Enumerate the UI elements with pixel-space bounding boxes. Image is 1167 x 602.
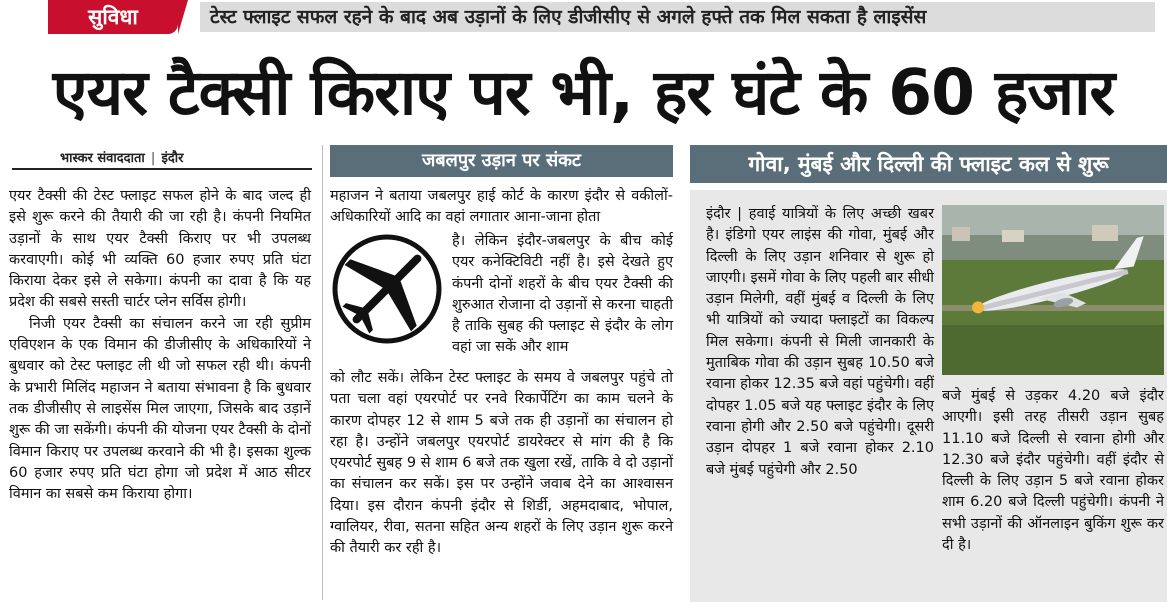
kicker-text: टेस्ट फ्लाइट सफल रहने के बाद अब उड़ानों के लिए डीजीसीए से अगले हफ्ते तक मिल सकता है लाइसेंस xyxy=(200,2,1155,32)
section2-text-wrap: है। लेकिन इंदौर-जबलपुर के बीच कोई एयर कनेक्टिविटी नहीं है। इसे देखते हुए कंपनी दोनों शहरों के बीच एयर टैक्सी की शुरुआत रोजाना दो उड़ानों से करना चाहती है ताकि सुबह की फ्लाइट से इंदौर के लोग वहां जा सकें और शाम xyxy=(452,233,673,356)
airplane-takeoff-photo xyxy=(942,205,1164,375)
byline-city: इंदौर xyxy=(161,151,184,166)
flights-text-left: इंदौर | हवाई यात्रियों के लिए अच्छी खबर है। इंडिगो एयर लाइंस की गोवा, मुंबई और दिल्ली के लिए उड़ान शनिवार से शुरू हो जाएगी। इसमें गोवा के लिए पहली बार सीधी उड़ान मिलेगी, वहीं मुंबई व दिल्ली के लिए भी यात्रियों को ज्यादा फ्लाइटों का विकल्प मिल सकेगा। कंपनी से मिली जानकारी के मुताबिक गोवा की उड़ान सुबह 10.50 बजे रवाना होकर 12.35 बजे वहां पहुंचेगी। वहीं दोपहर 1.05 बजे यह फ्लाइट इंदौर के लिए रवाना होगी और 2.50 बजे पहुंचेगी। दूसरी उड़ान दोपहर 1 बजे रवाना होकर 2.10 बजे मुंबई पहुंचेगी और 2.50 xyxy=(706,206,934,478)
section-title-text: जबलपुर उड़ान पर संकट xyxy=(421,150,582,171)
section2-text-bottom: को लौट सकें। लेकिन टेस्ट फ्लाइट के समय वे जबलपुर पहुंचे तो पता चला वहां एयरपोर्ट पर रनवे रिकार्पेटिंग का काम चलने के कारण दोपहर 12 से शाम 5 बजे तक ही उड़ानों का संचालन हो रहा है। उन्होंने जबलपुर एयरपोर्ट डायरेक्टर से मांग की है कि एयरपोर्ट सुबह 9 से शाम 6 बजे तक खुला रखें, ताकि वे दो उड़ानों का संचालन कर सकें। इस पर उन्होंने जवाब देने का आश्वासन दिया। इस दौरान कंपनी इंदौर से शिर्डी, अहमदाबाद, भोपाल, ग्वालियर, रीवा, सतना सहित अन्य शहरों के लिए उड़ान शुरू करने की तैयारी कर रही है। xyxy=(330,370,673,557)
column-divider xyxy=(322,145,323,600)
headline: एयर टैक्सी किराए पर भी, हर घंटे के 60 हजार xyxy=(52,56,1115,129)
byline-reporter: भास्कर संवाददाता xyxy=(60,151,145,166)
airplane-icon xyxy=(330,232,444,346)
flights-text-right: बजे मुंबई से उड़कर 4.20 बजे इंदौर आएगी। इसी तरह तीसरी उड़ान सुबह 11.10 बजे दिल्ली से रवाना होगी और 12.30 बजे इंदौर पहुंचेगी। वहीं इंदौर से दिल्ली के लिए उड़ान 5 बजे रवाना होकर शाम 6.20 बजे दिल्ली पहुंचेगी। कंपनी ने सभी उड़ानों की ऑनलाइन बुकिंग शुरू कर दी है। xyxy=(942,388,1164,554)
section2-text-top: महाजन ने बताया जबलपुर हाई कोर्ट के कारण इंदौर से वकीलों-अधिकारियों आदि का वहां लगातार आना-जाना होता xyxy=(330,188,673,226)
section-title-text: गोवा, मुंबई और दिल्ली की फ्लाइट कल से शुरू xyxy=(748,152,1109,176)
byline xyxy=(60,148,183,166)
paragraph: निजी एयर टैक्सी का संचालन करने जा रही सुप्रीम एविएशन के एक विमान की डीजीसीए के अधिकारियों ने बुधवार को टेस्ट फ्लाइट ली थी जो सफल रही थी। कंपनी के प्रभारी मिलिंद महाजन ने बताया संभावना है कि बुधवार तक डीजीसीए से लाइसेंस मिल जाएगा, जिसके बाद उड़ानें शुरू की जा सकेंगी। कंपनी की योजना एयर टैक्सी के दोनों विमान किराए पर उपलब्ध करवाने की भी है। इसका शुल्क 60 हजार रुपए प्रति घंटा होगा जो प्रदेश में आठ सीटर विमान का सबसे कम किराया होगा। xyxy=(9,315,311,503)
kicker-strip xyxy=(0,0,1167,34)
byline-rule xyxy=(12,168,312,170)
byline-separator: | xyxy=(150,151,156,166)
paragraph: एयर टैक्सी की टेस्ट फ्लाइट सफल होने के बाद जल्द ही इसे शुरू करने की तैयारी की जा रही है। कंपनी नियमित उड़ानों के साथ एयर टैक्सी किराए पर भी उपलब्ध करवाएगी। कोई भी व्यक्ति 60 हजार रुपए प्रति घंटा किराया देकर इसे ले सकेगा। कंपनी का दावा है कि यह प्रदेश की सबसे सस्ती चार्टर प्लेन सर्विस होगी। xyxy=(9,188,311,311)
kicker-tag: सुविधा xyxy=(48,0,178,34)
article-column-1 xyxy=(9,186,311,505)
section-title-jabalpur xyxy=(330,145,673,177)
section-title-flights xyxy=(690,145,1167,183)
